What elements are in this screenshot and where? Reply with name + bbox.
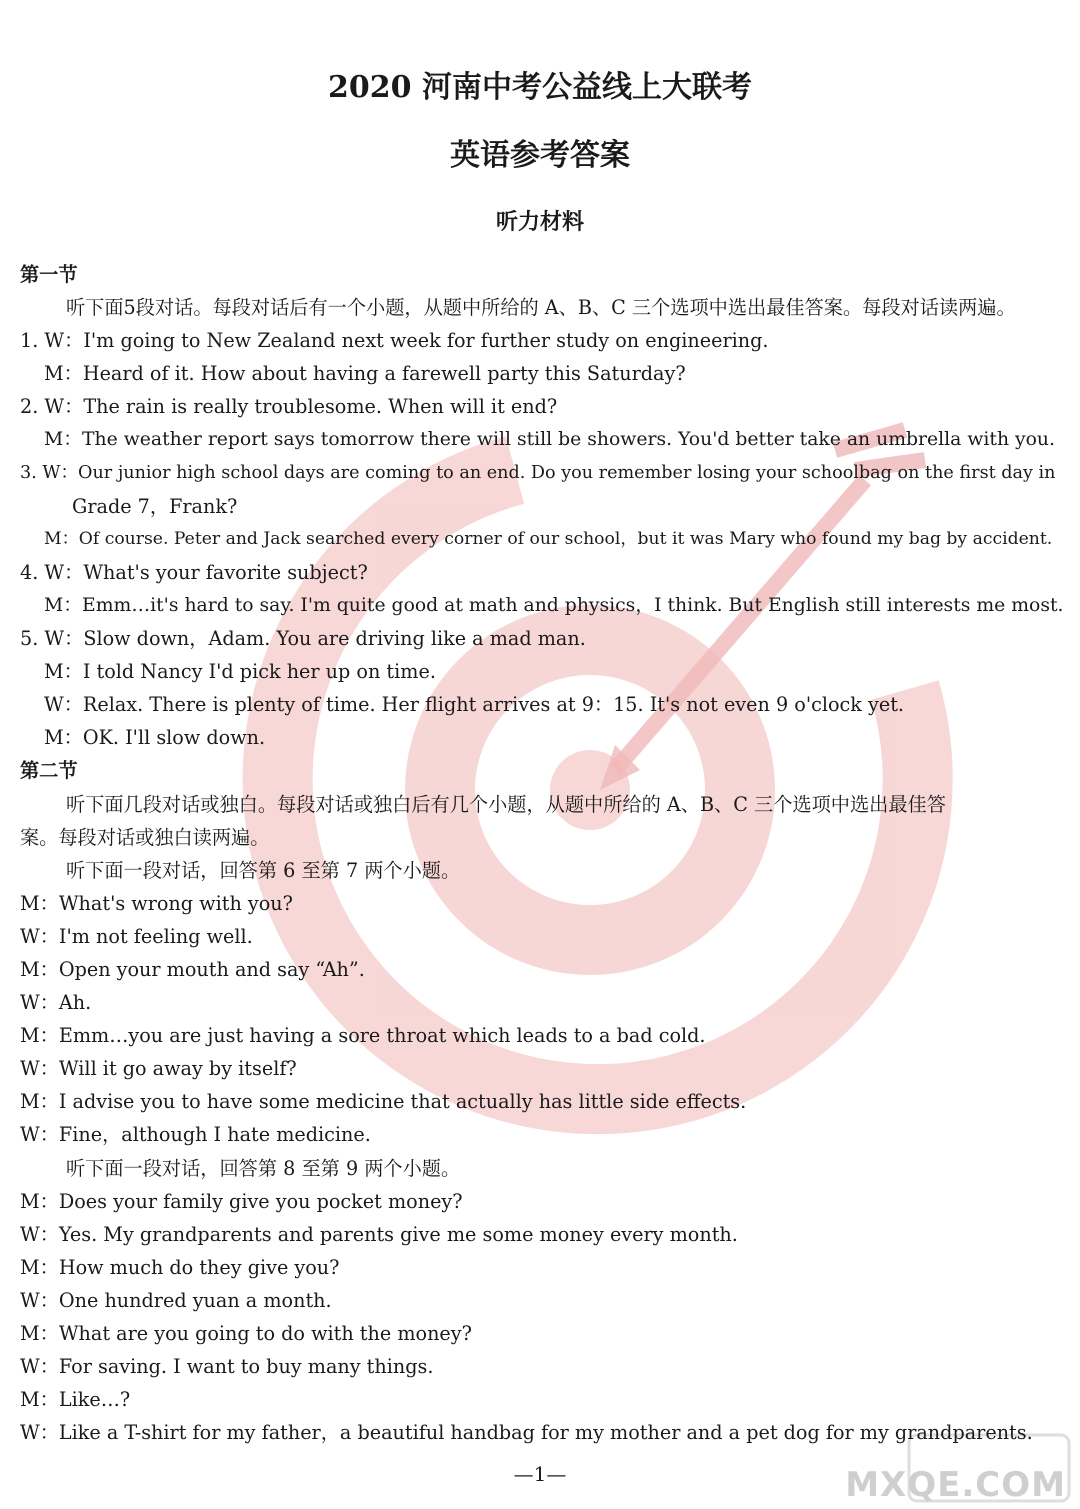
dialogue-line: W：For saving. I want to buy many things.: [20, 1355, 434, 1379]
document-title: 2020 河南中考公益线上大联考: [328, 70, 752, 105]
instruction-text: 听下面一段对话，回答第 8 至第 9 两个小题。: [66, 1156, 461, 1180]
instruction-text: 听下面5段对话。每段对话后有一个小题，从题中所给的 A、B、C 三个选项中选出最佳答案。每段对话读两遍。: [66, 296, 1016, 320]
dialogue-line: W：Fine，although I hate medicine.: [20, 1123, 371, 1147]
dialogue-line: 4. W：What's your favorite subject?: [20, 560, 368, 584]
dialogue-line: M：Emm…you are just having a sore throat which leads to a bad cold.: [20, 1024, 706, 1048]
dialogue-line: M：Does your family give you pocket money?: [20, 1189, 463, 1213]
section-heading: 第一节: [20, 263, 78, 286]
document-subtitle: 英语参考答案: [450, 138, 630, 173]
dialogue-line: M：Like…?: [20, 1388, 131, 1412]
dialogue-line: M：Open your mouth and say “Ah”.: [20, 957, 365, 981]
dialogue-line: M：I advise you to have some medicine that actually has little side effects.: [20, 1090, 747, 1114]
section-heading: 第二节: [20, 759, 78, 783]
watermark-stamp-text: MXQE.COM: [845, 1465, 1066, 1505]
page-number: —1—: [513, 1462, 567, 1486]
dialogue-line: M：How much do they give you?: [20, 1255, 340, 1279]
dialogue-line: 2. W：The rain is really troublesome. When will it end?: [20, 395, 558, 419]
dialogue-line: W：Ah.: [20, 991, 92, 1015]
instruction-text: 听下面一段对话，回答第 6 至第 7 两个小题。: [66, 858, 461, 882]
dialogue-line: W：Yes. My grandparents and parents give me some money every month.: [20, 1222, 738, 1246]
dialogue-line: 5. W：Slow down，Adam. You are driving like a mad man.: [20, 627, 586, 651]
dialogue-line: M：What's wrong with you?: [20, 891, 293, 915]
dialogue-line: M：What are you going to do with the money?: [20, 1322, 472, 1345]
dialogue-line: M：Of course. Peter and Jack searched every corner of our school，but it was Mary who found my bag by accident.: [44, 528, 1053, 549]
section-title: 听力材料: [495, 209, 584, 235]
transcript-body: [20, 258, 1065, 1449]
dialogue-line: W：Like a T-shirt for my father，a beautiful handbag for my mother and a pet dog for my grandparents.: [20, 1421, 1033, 1445]
dialogue-line: 3. W：Our junior high school days are coming to an end. Do you remember losing your schoolbag on the first day in: [20, 462, 1056, 483]
instruction-text: 案。每段对话或独白读两遍。: [20, 825, 270, 849]
dialogue-line: 1. W：I'm going to New Zealand next week for further study on engineering.: [20, 329, 769, 353]
dialogue-line: M：Emm…it's hard to say. I'm quite good at math and physics，I think. But English still interests me most.: [44, 594, 1064, 616]
dialogue-line: M：Heard of it. How about having a farewell party this Saturday?: [44, 362, 686, 386]
dialogue-line: Grade 7，Frank?: [72, 494, 238, 518]
dialogue-line: W：Will it go away by itself?: [20, 1057, 297, 1081]
dialogue-line: W：Relax. There is plenty of time. Her flight arrives at 9：15. It's not even 9 o'clock yet.: [44, 693, 904, 717]
dialogue-line: M：OK. I'll slow down.: [44, 726, 266, 750]
dialogue-line: M：I told Nancy I'd pick her up on time.: [44, 660, 436, 684]
dialogue-line: W：I'm not feeling well.: [20, 924, 253, 948]
dialogue-line: M：The weather report says tomorrow there will still be showers. You'd better take an umbrella with you.: [44, 429, 1055, 451]
instruction-text: 听下面几段对话或独白。每段对话或独白后有几个小题，从题中所给的 A、B、C 三个选项中选出最佳答: [66, 792, 946, 816]
dialogue-line: W：One hundred yuan a month.: [20, 1288, 332, 1312]
